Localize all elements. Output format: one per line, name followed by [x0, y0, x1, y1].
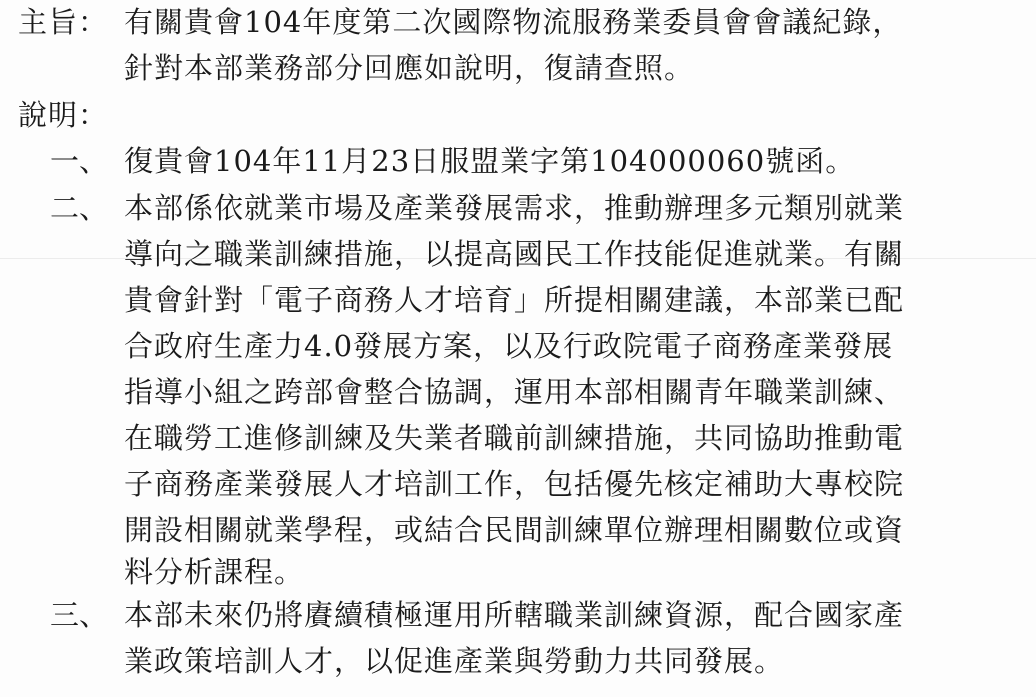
item-line: 貴會針對「電子商務人才培育」所提相關建議，本部業已配: [124, 283, 905, 317]
description-label: 說明：: [18, 98, 109, 132]
item-line: 導向之職業訓練措施，以提高國民工作技能促進就業。有關: [124, 237, 905, 271]
item-line: 開設相關就業學程，或結合民間訓練單位辦理相關數位或資: [124, 513, 905, 547]
subject-label: 主旨：: [18, 5, 109, 39]
subject-line: 針對本部業務部分回應如說明，復請查照。: [124, 51, 695, 85]
item-number: 一、: [50, 144, 109, 178]
item-line: 業政策培訓人才，以促進產業與勞動力共同發展。: [124, 644, 785, 678]
subject-line: 有關貴會104年度第二次國際物流服務業委員會會議紀錄，: [124, 5, 903, 39]
item-line: 本部未來仍將賡續積極運用所轄職業訓練資源，配合國家產: [124, 598, 905, 632]
item-line: 料分析課程。: [124, 555, 305, 589]
item-number: 三、: [50, 598, 109, 632]
item-line: 子商務產業發展人才培訓工作，包括優先核定補助大專校院: [124, 467, 905, 501]
item-line: 本部係依就業市場及產業發展需求，推動辦理多元類別就業: [124, 191, 905, 225]
item-number: 二、: [50, 191, 109, 225]
item-line: 在職勞工進修訓練及失業者職前訓練措施，共同協助推動電: [124, 421, 905, 455]
item-line: 復貴會104年11月23日服盟業字第104000060號函。: [124, 144, 856, 178]
item-line: 指導小組之跨部會整合協調，運用本部相關青年職業訓練、: [124, 375, 905, 409]
item-line: 合政府生產力4.0發展方案，以及行政院電子商務產業發展: [124, 329, 894, 363]
